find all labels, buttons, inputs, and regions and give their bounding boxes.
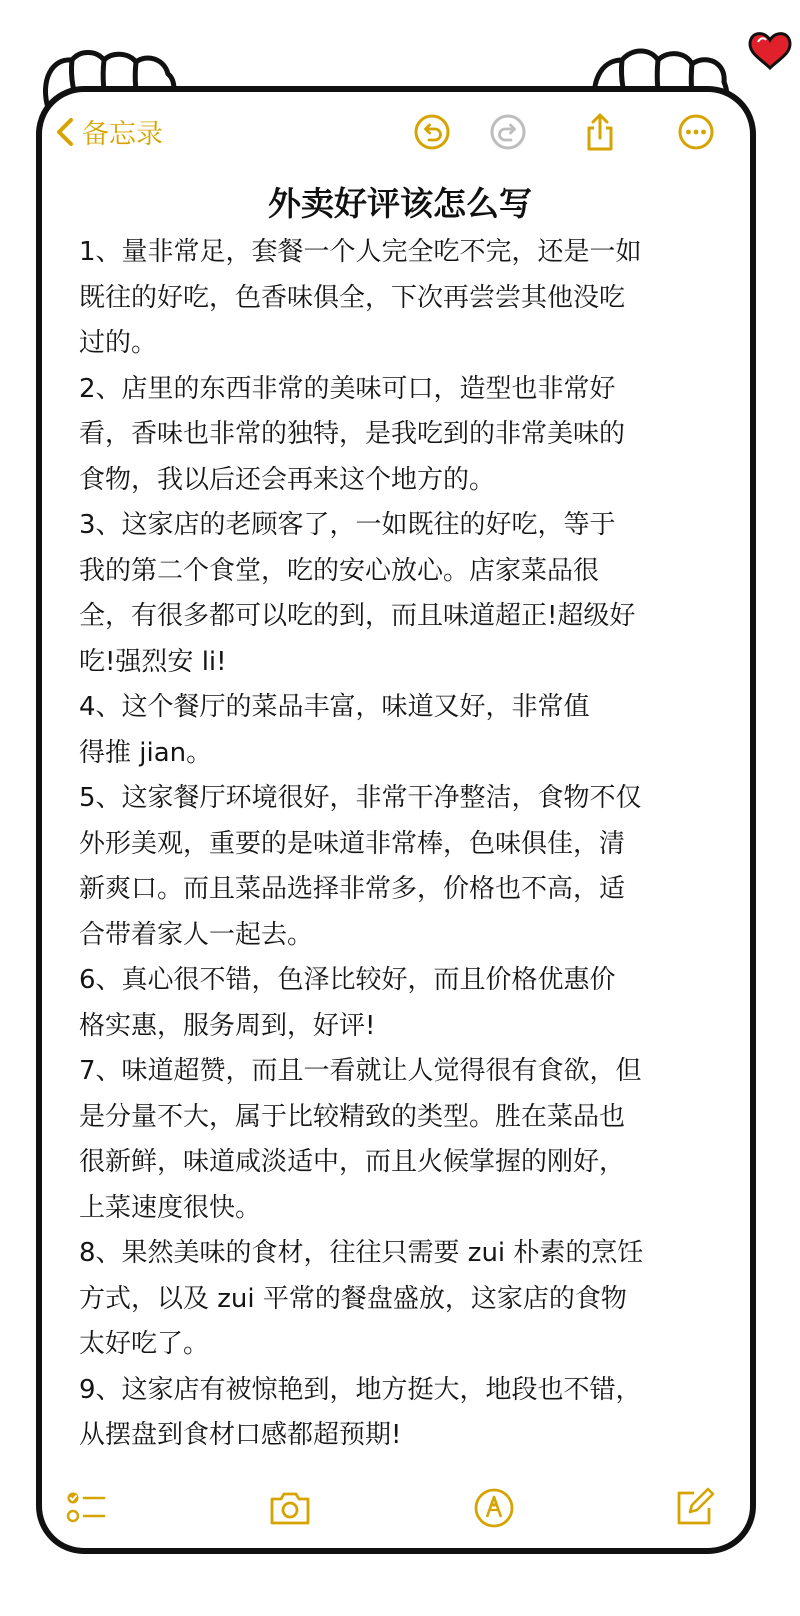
note-paragraph: 7、味道超赞，而且一看就让人觉得很有食欲，但 是分量不大，属于比较精致的类型。胜在菜品也 很新鲜，味道咸淡适中，而且火候掌握的刚好， 上菜速度很快。 (79, 1056, 642, 1223)
note-paragraph: 5、这家餐厅环境很好，非常干净整洁，食物不仅 外形美观，重要的是味道非常棒，色味俱佳，清 新爽口。而且菜品选择非常多，价格也不高，适 合带着家人一起去。 (79, 783, 642, 950)
compose-icon[interactable] (672, 1486, 716, 1530)
note-paragraph: 8、果然美味的食材，往往只需要 zui 朴素的烹饪 方式，以及 zui 平常的餐盘盛放，这家店的食物 太好吃了。 (79, 1238, 644, 1359)
back-button[interactable] (54, 112, 163, 151)
bottom-toolbar (46, 1486, 750, 1534)
checklist-icon[interactable] (64, 1486, 108, 1530)
back-label: 备忘录 (82, 119, 163, 150)
note-paragraph: 4、这个餐厅的菜品丰富，味道又好，非常值 得推 jian。 (79, 692, 590, 768)
note-paragraph: 6、真心很不错，色泽比较好，而且价格优惠价 格实惠，服务周到，好评! (79, 965, 616, 1041)
heart-icon (750, 34, 790, 68)
note-paragraph: 9、这家店有被惊艳到，地方挺大，地段也不错， 从摆盘到食材口感都超预期! (79, 1374, 642, 1450)
note-paragraph: 1、量非常足，套餐一个人完全吃不完，还是一如 既往的好吃，色香味俱全，下次再尝尝其他没吃 过的。 (79, 237, 642, 358)
redo-icon[interactable] (488, 112, 528, 152)
navigation-bar (46, 108, 750, 156)
undo-icon[interactable] (412, 112, 452, 152)
note-body[interactable] (79, 230, 727, 1459)
camera-icon[interactable] (268, 1486, 312, 1530)
markup-pen-icon[interactable] (472, 1486, 516, 1530)
note-paragraph: 3、这家店的老顾客了，一如既往的好吃，等于 我的第二个食堂，吃的安心放心。店家菜品很 全，有很多都可以吃的到，而且味道超正!超级好 吃!强烈安 li! (79, 510, 636, 677)
note-paragraph: 2、店里的东西非常的美味可口，造型也非常好 看，香味也非常的独特，是我吃到的非常美味的 食物，我以后还会再来这个地方的。 (79, 373, 626, 495)
more-icon[interactable] (676, 112, 716, 152)
share-icon[interactable] (580, 112, 620, 152)
back-chevron-icon (54, 117, 76, 147)
note-title[interactable]: 外卖好评该怎么写 (268, 184, 532, 223)
